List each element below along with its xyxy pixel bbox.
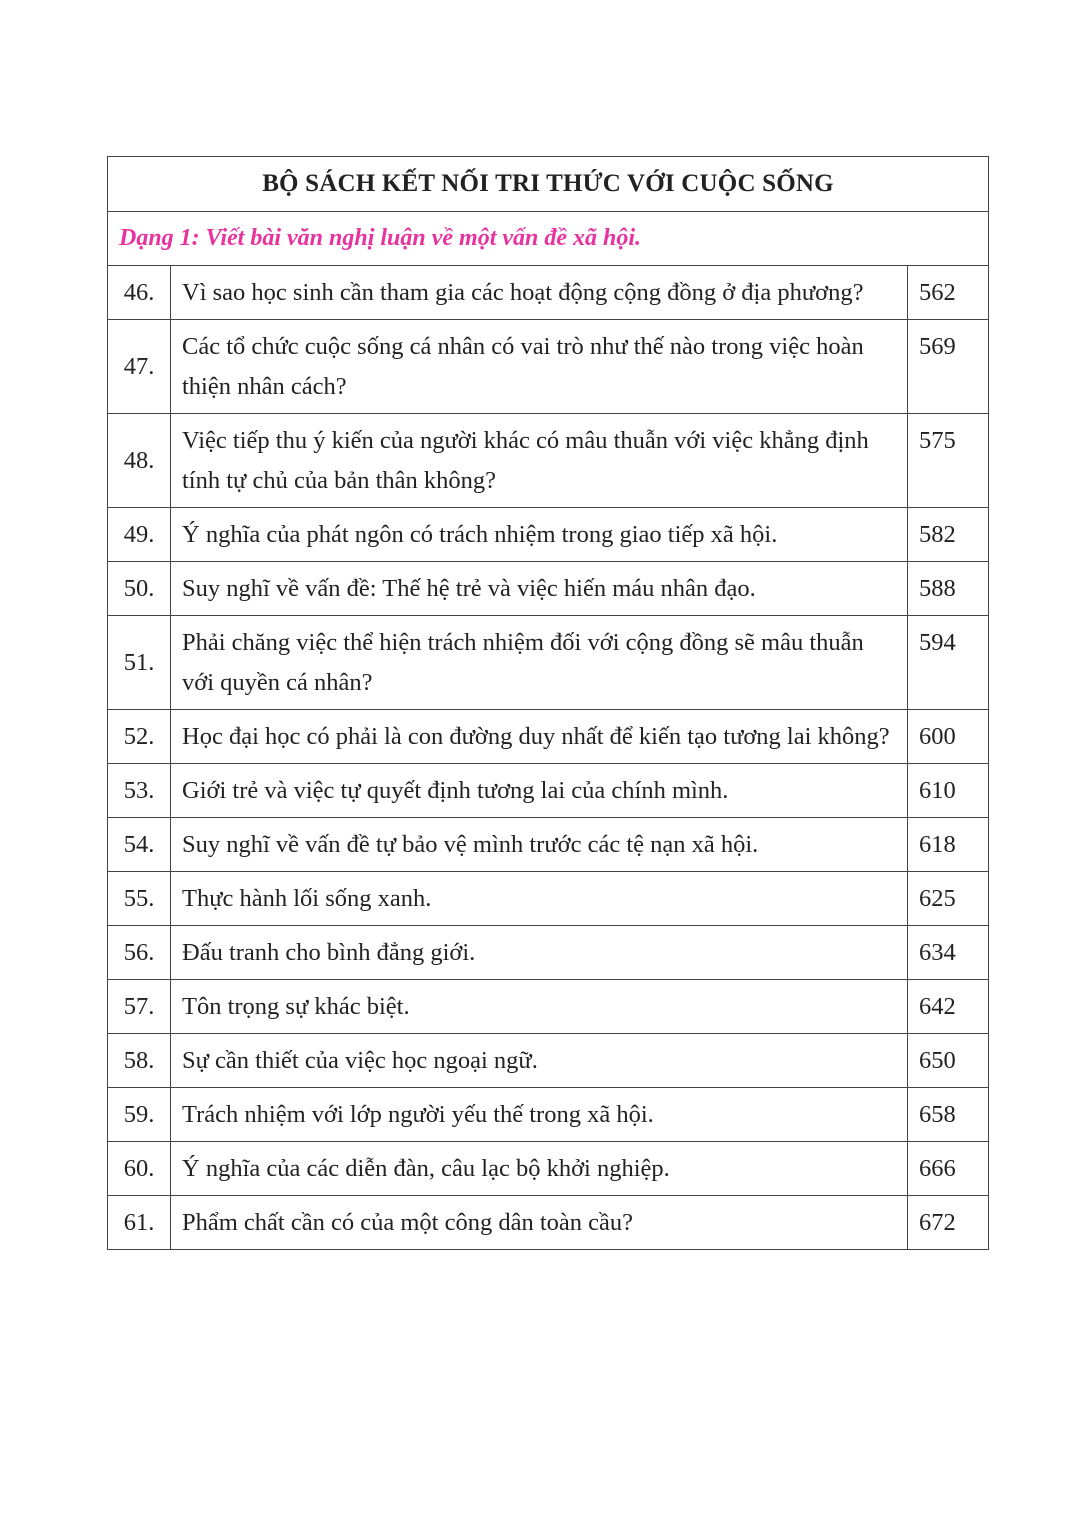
- item-number: 47.: [108, 320, 171, 414]
- item-number: 46.: [108, 266, 171, 320]
- item-number: 54.: [108, 818, 171, 872]
- section-heading: Dạng 1: Viết bài văn nghị luận về một vấn đề xã hội.: [108, 212, 989, 266]
- item-title: Sự cần thiết của việc học ngoại ngữ.: [171, 1034, 908, 1088]
- item-page: 562: [908, 266, 989, 320]
- item-number: 59.: [108, 1088, 171, 1142]
- item-page: 575: [908, 414, 989, 508]
- item-page: 650: [908, 1034, 989, 1088]
- item-number: 56.: [108, 926, 171, 980]
- table-row: [108, 616, 989, 710]
- item-number: 51.: [108, 616, 171, 710]
- item-title: Thực hành lối sống xanh.: [171, 872, 908, 926]
- item-page: 634: [908, 926, 989, 980]
- item-title: Tôn trọng sự khác biệt.: [171, 980, 908, 1034]
- item-page: 666: [908, 1142, 989, 1196]
- table-row: [108, 872, 989, 926]
- item-number: 57.: [108, 980, 171, 1034]
- table-row: [108, 764, 989, 818]
- item-number: 55.: [108, 872, 171, 926]
- item-title: Đấu tranh cho bình đẳng giới.: [171, 926, 908, 980]
- item-title: Phẩm chất cần có của một công dân toàn cầu?: [171, 1196, 908, 1250]
- item-page: 618: [908, 818, 989, 872]
- table-row: [108, 1088, 989, 1142]
- item-title: Giới trẻ và việc tự quyết định tương lai của chính mình.: [171, 764, 908, 818]
- item-title: Vì sao học sinh cần tham gia các hoạt động cộng đồng ở địa phương?: [171, 266, 908, 320]
- item-page: 582: [908, 508, 989, 562]
- item-page: 594: [908, 616, 989, 710]
- item-page: 569: [908, 320, 989, 414]
- item-number: 50.: [108, 562, 171, 616]
- table-title: BỘ SÁCH KẾT NỐI TRI THỨC VỚI CUỘC SỐNG: [108, 157, 989, 212]
- table-row: [108, 1142, 989, 1196]
- item-title: Suy nghĩ về vấn đề tự bảo vệ mình trước các tệ nạn xã hội.: [171, 818, 908, 872]
- item-title: Suy nghĩ về vấn đề: Thế hệ trẻ và việc hiến máu nhân đạo.: [171, 562, 908, 616]
- item-page: 625: [908, 872, 989, 926]
- table-row: [108, 320, 989, 414]
- item-page: 658: [908, 1088, 989, 1142]
- item-title: Ý nghĩa của các diễn đàn, câu lạc bộ khởi nghiệp.: [171, 1142, 908, 1196]
- item-title: Trách nhiệm với lớp người yếu thế trong xã hội.: [171, 1088, 908, 1142]
- table-row: [108, 818, 989, 872]
- item-number: 48.: [108, 414, 171, 508]
- table-row: [108, 508, 989, 562]
- item-number: 58.: [108, 1034, 171, 1088]
- contents-table: [107, 156, 989, 1250]
- table-row: [108, 414, 989, 508]
- title-row: [108, 157, 989, 212]
- item-page: 588: [908, 562, 989, 616]
- item-title: Học đại học có phải là con đường duy nhất để kiến tạo tương lai không?: [171, 710, 908, 764]
- item-number: 53.: [108, 764, 171, 818]
- item-title: Việc tiếp thu ý kiến của người khác có mâu thuẫn với việc khẳng định tính tự chủ của bản thân không?: [171, 414, 908, 508]
- item-number: 61.: [108, 1196, 171, 1250]
- item-number: 60.: [108, 1142, 171, 1196]
- table-row: [108, 980, 989, 1034]
- table-row: [108, 266, 989, 320]
- table-row: [108, 926, 989, 980]
- item-page: 600: [908, 710, 989, 764]
- item-page: 610: [908, 764, 989, 818]
- item-number: 52.: [108, 710, 171, 764]
- section-row: [108, 212, 989, 266]
- item-title: Ý nghĩa của phát ngôn có trách nhiệm trong giao tiếp xã hội.: [171, 508, 908, 562]
- item-number: 49.: [108, 508, 171, 562]
- table-row: [108, 1034, 989, 1088]
- table-row: [108, 1196, 989, 1250]
- table-row: [108, 710, 989, 764]
- item-page: 642: [908, 980, 989, 1034]
- item-page: 672: [908, 1196, 989, 1250]
- table-row: [108, 562, 989, 616]
- item-title: Các tổ chức cuộc sống cá nhân có vai trò như thế nào trong việc hoàn thiện nhân cách?: [171, 320, 908, 414]
- item-title: Phải chăng việc thể hiện trách nhiệm đối với cộng đồng sẽ mâu thuẫn với quyền cá nhân?: [171, 616, 908, 710]
